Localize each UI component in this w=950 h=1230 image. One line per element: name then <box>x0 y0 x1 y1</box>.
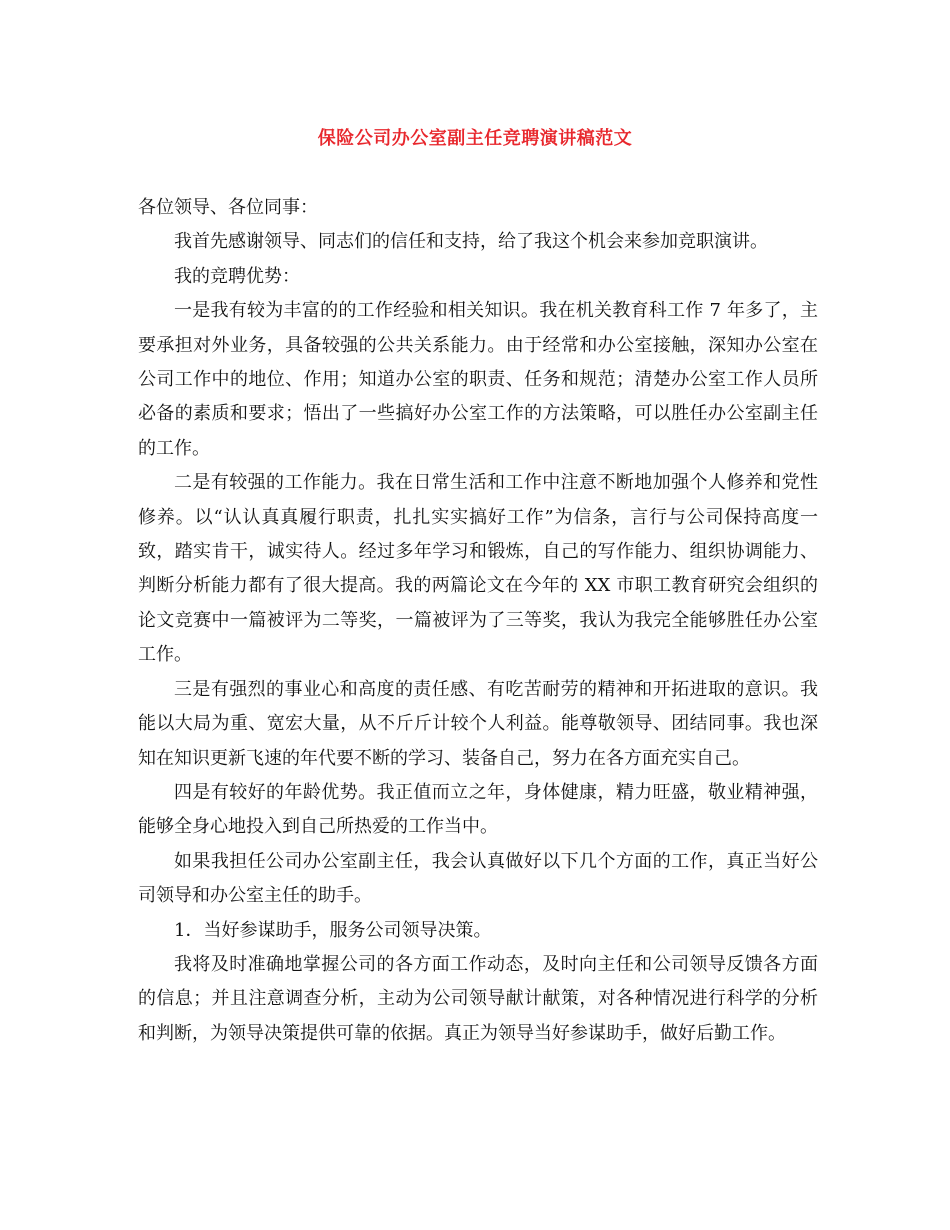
salutation: 各位领导、各位同事： <box>138 197 318 218</box>
document-title: 保险公司办公室副主任竞聘演讲稿范文 <box>317 128 633 149</box>
paragraph-advantage-1: 一是我有较为丰富的的工作经验和相关知识。我在机关教育科工作 7 年多了，主要承担对外业务，具备较强的公共关系能力。由于经常和办公室接触，深知办公室在公司工作中的地位、作用；知道办公室的职责、任务和规范；清楚办公室工作人员所必备的素质和要求；悟出了一些搞好办公室工作的方法策略，可以胜任办公室副主任的工作。 <box>138 300 818 459</box>
document-body <box>138 191 818 1051</box>
paragraph-thanks: 我首先感谢领导、同志们的信任和支持，给了我这个机会来参加竞职演讲。 <box>174 231 768 253</box>
paragraph-advantages-heading: 我的竞聘优势： <box>174 265 300 287</box>
paragraph-plan-item-1-detail: 我将及时准确地掌握公司的各方面工作动态，及时向主任和公司领导反馈各方面的信息；并且注意调查分析，主动为公司领导献计献策，对各种情况进行科学的分析和判断，为领导决策提供可靠的依据。真正为领导当好参谋助手，做好后勤工作。 <box>138 953 818 1044</box>
paragraph-plan-item-1: 1．当好参谋助手，服务公司领导决策。 <box>174 919 492 941</box>
paragraph-advantage-2: 二是有较强的工作能力。我在日常生活和工作中注意不断地加强个人修养和党性修养。以“认认真真履行职责，扎扎实实搞好工作”为信条，言行与公司保持高度一致，踏实肯干，诚实待人。经过多年学习和锻炼，自己的写作能力、组织协调能力、判断分析能力都有了很大提高。我的两篇论文在今年的 XX 市职工教育研究会组织的论文竞赛中一篇被评为二等奖，一篇被评为了三等奖，我认为我完全能够胜任办公室工作。 <box>138 472 818 666</box>
paragraph-advantage-3: 三是有强烈的事业心和高度的责任感、有吃苦耐劳的精神和开拓进取的意识。我能以大局为重、宽宏大量，从不斤斤计较个人利益。能尊敬领导、团结同事。我也深知在知识更新飞速的年代要不断的学习、装备自己，努力在各方面充实自己。 <box>138 678 818 769</box>
paragraph-plan-intro: 如果我担任公司办公室副主任，我会认真做好以下几个方面的工作，真正当好公司领导和办公室主任的助手。 <box>138 850 818 907</box>
paragraph-advantage-4: 四是有较好的年龄优势。我正值而立之年，身体健康，精力旺盛，敬业精神强，能够全身心地投入到自己所热爱的工作当中。 <box>138 781 818 838</box>
